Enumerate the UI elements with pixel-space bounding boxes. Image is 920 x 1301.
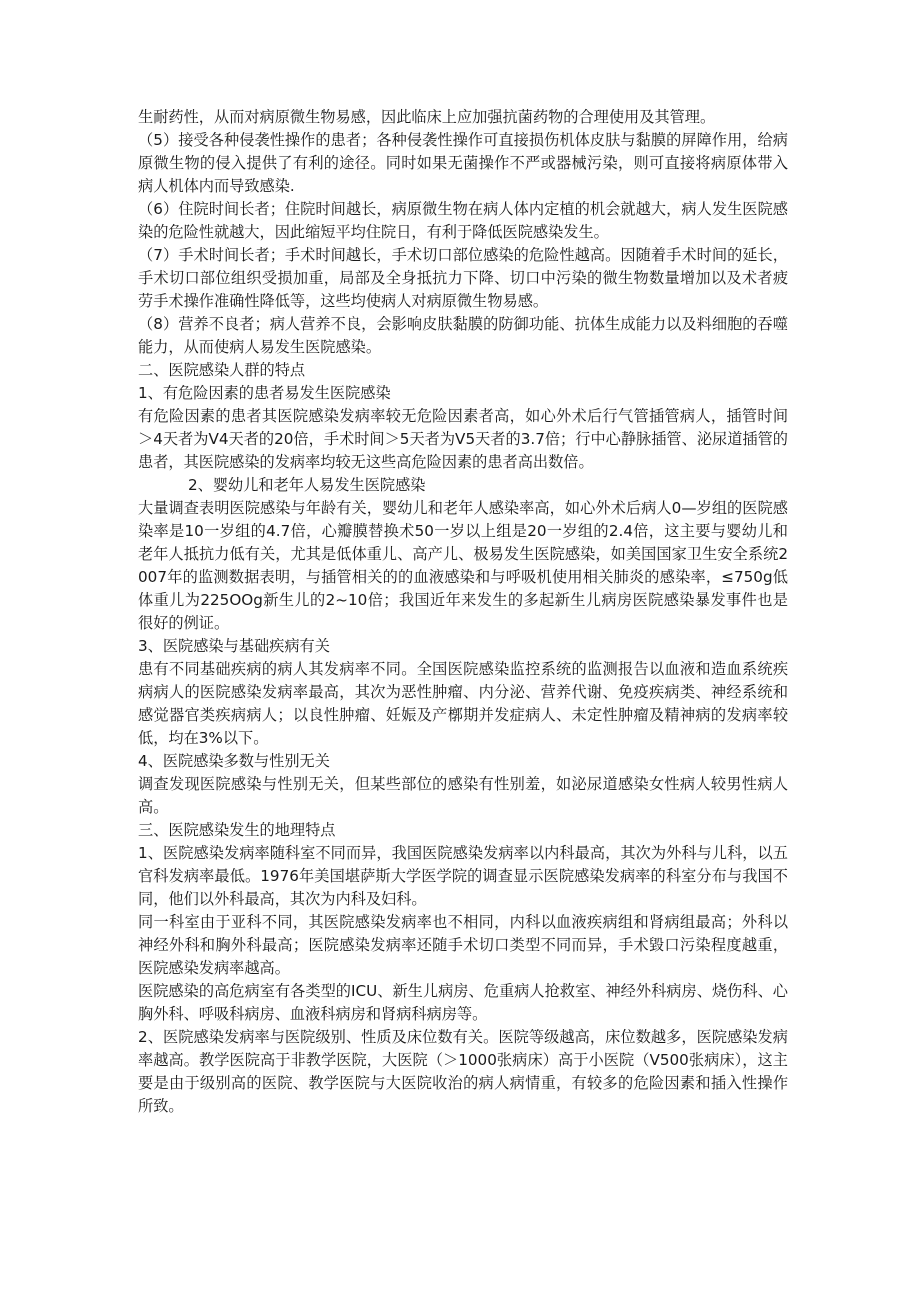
- paragraph-underlying-disease: 患有不同基础疾病的病人其发病率不同。全国医院感染监控系统的监测报告以血液和造血系统疾病病人的医院感染发病率最高，其次为恶性肿瘤、内分泌、营养代谢、免疫疾病类、神经系统和感觉器官类疾病病人；以良性肿瘤、妊娠及产槨期并发症病人、未定性肿瘤及精神病的发病率较低，均在3%以下。: [138, 660, 788, 747]
- paragraph-long-hospital-stay: （6）住院时间长者；住院时间越长，病原微生物在病人体内定植的机会就越大，病人发生医院感染的危险性就越大，因此缩短平均住院日，有利于降低医院感染发生。: [138, 200, 788, 241]
- paragraph-hospital-level: 2、医院感染发病率与医院级别、性质及床位数有关。医院等级越高，床位数越多，医院感染发病率越高。教学医院高于非教学医院，大医院（＞1000张病床）高于小医院（V500张病床），这主要是由于级别高的医院、教学医院与大医院收治的病人病情重，有较多的危险因素和插入性操作所致。: [138, 1028, 788, 1115]
- paragraph-high-risk-wards: 医院感染的高危病室有各类型的ICU、新生儿病房、危重病人抢救室、神经外科病房、烧伤科、心胸外科、呼吸科病房、血液科病房和肾病科病房等。: [138, 982, 788, 1023]
- paragraph-antibiotic-resistance: 生耐药性，从而对病原微生物易感，因此临床上应加强抗菌药物的合理使用及其管理。: [138, 108, 716, 126]
- subheading-underlying-disease: 3、医院感染与基础疾病有关: [138, 637, 330, 655]
- paragraph-infants-elderly: 大量调查表明医院感染与年龄有关，婴幼儿和老年人感染率高，如心外术后病人0—岁组的医院感染率是10一岁组的4.7倍，心瓣膜替换术50一岁以上组是20一岁组的2.4倍，这主要与婴幼儿和老年人抵抗力低有关，尤其是低体重儿、高产儿、极易发生医院感染，如美国国家卫生安全系统2007年的监测数据表明，与插管相关的的血液感染和与呼吸机使用相关肺炎的感染率，≤750g低体重儿为225OOg新生儿的2~10倍；我国近年来发生的多起新生儿病房医院感染暴发事件也是很好的例证。: [138, 499, 788, 632]
- paragraph-invasive-procedures: （5）接受各种侵袭性操作的患者；各种侵袭性操作可直接损伤机体皮肤与黏膜的屏障作用，给病原微生物的侵入提供了有利的途径。同时如果无菌操作不严或器械污染，则可直接将病原体带入病人机体内而导致感染.: [138, 131, 788, 195]
- section-heading-geography: 三、医院感染发生的地理特点: [138, 821, 336, 839]
- subheading-infants-elderly: 2、婴幼儿和老年人易发生医院感染: [188, 476, 426, 494]
- paragraph-department-variation: 1、医院感染发病率随科室不同而异，我国医院感染发病率以内科最高，其次为外科与儿科，以五官科发病率最低。1976年美国堪萨斯大学医学院的调查显示医院感染发病率的科室分布与我国不同，他们以外科最高，其次为内科及妇科。: [138, 844, 788, 908]
- paragraph-risk-factors: 有危险因素的患者其医院感染发病率较无危险因素者高，如心外术后行气管插管病人，插管时间＞4天者为V4天者的20倍，手术时间＞5天者为V5天者的3.7倍；行中心静脉插管、泌尿道插管的患者，其医院感染的发病率均较无这些高危险因素的患者高出数倍。: [138, 407, 788, 471]
- document-page: [138, 106, 788, 1118]
- subheading-gender: 4、医院感染多数与性别无关: [138, 752, 330, 770]
- section-heading-population: 二、医院感染人群的特点: [138, 361, 306, 379]
- paragraph-malnutrition: （8）营养不良者；病人营养不良，会影响皮肤黏膜的防御功能、抗体生成能力以及料细胞的吞噬能力，从而使病人易发生医院感染。: [138, 315, 788, 356]
- paragraph-long-surgery: （7）手术时间长者；手术时间越长，手术切口部位感染的危险性越高。因随着手术时间的延长，手术切口部位组织受损加重，局部及全身抵抗力下降、切口中污染的微生物数量增加以及术者疲劳手术操作准确性降低等，这些均使病人对病原微生物易感。: [138, 246, 788, 310]
- paragraph-subspecialty-variation: 同一科室由于亚科不同，其医院感染发病率也不相同，内科以血液疾病组和肾病组最高；外科以神经外科和胸外科最高；医院感染发病率还随手术切口类型不同而异，手术毀口污染程度越重，医院感染发病率越高。: [138, 913, 788, 977]
- subheading-risk-factors: 1、有危险因素的患者易发生医院感染: [138, 384, 391, 402]
- paragraph-gender: 调查发现医院感染与性别无关，但某些部位的感染有性别羞，如泌尿道感染女性病人较男性病人高。: [138, 775, 788, 816]
